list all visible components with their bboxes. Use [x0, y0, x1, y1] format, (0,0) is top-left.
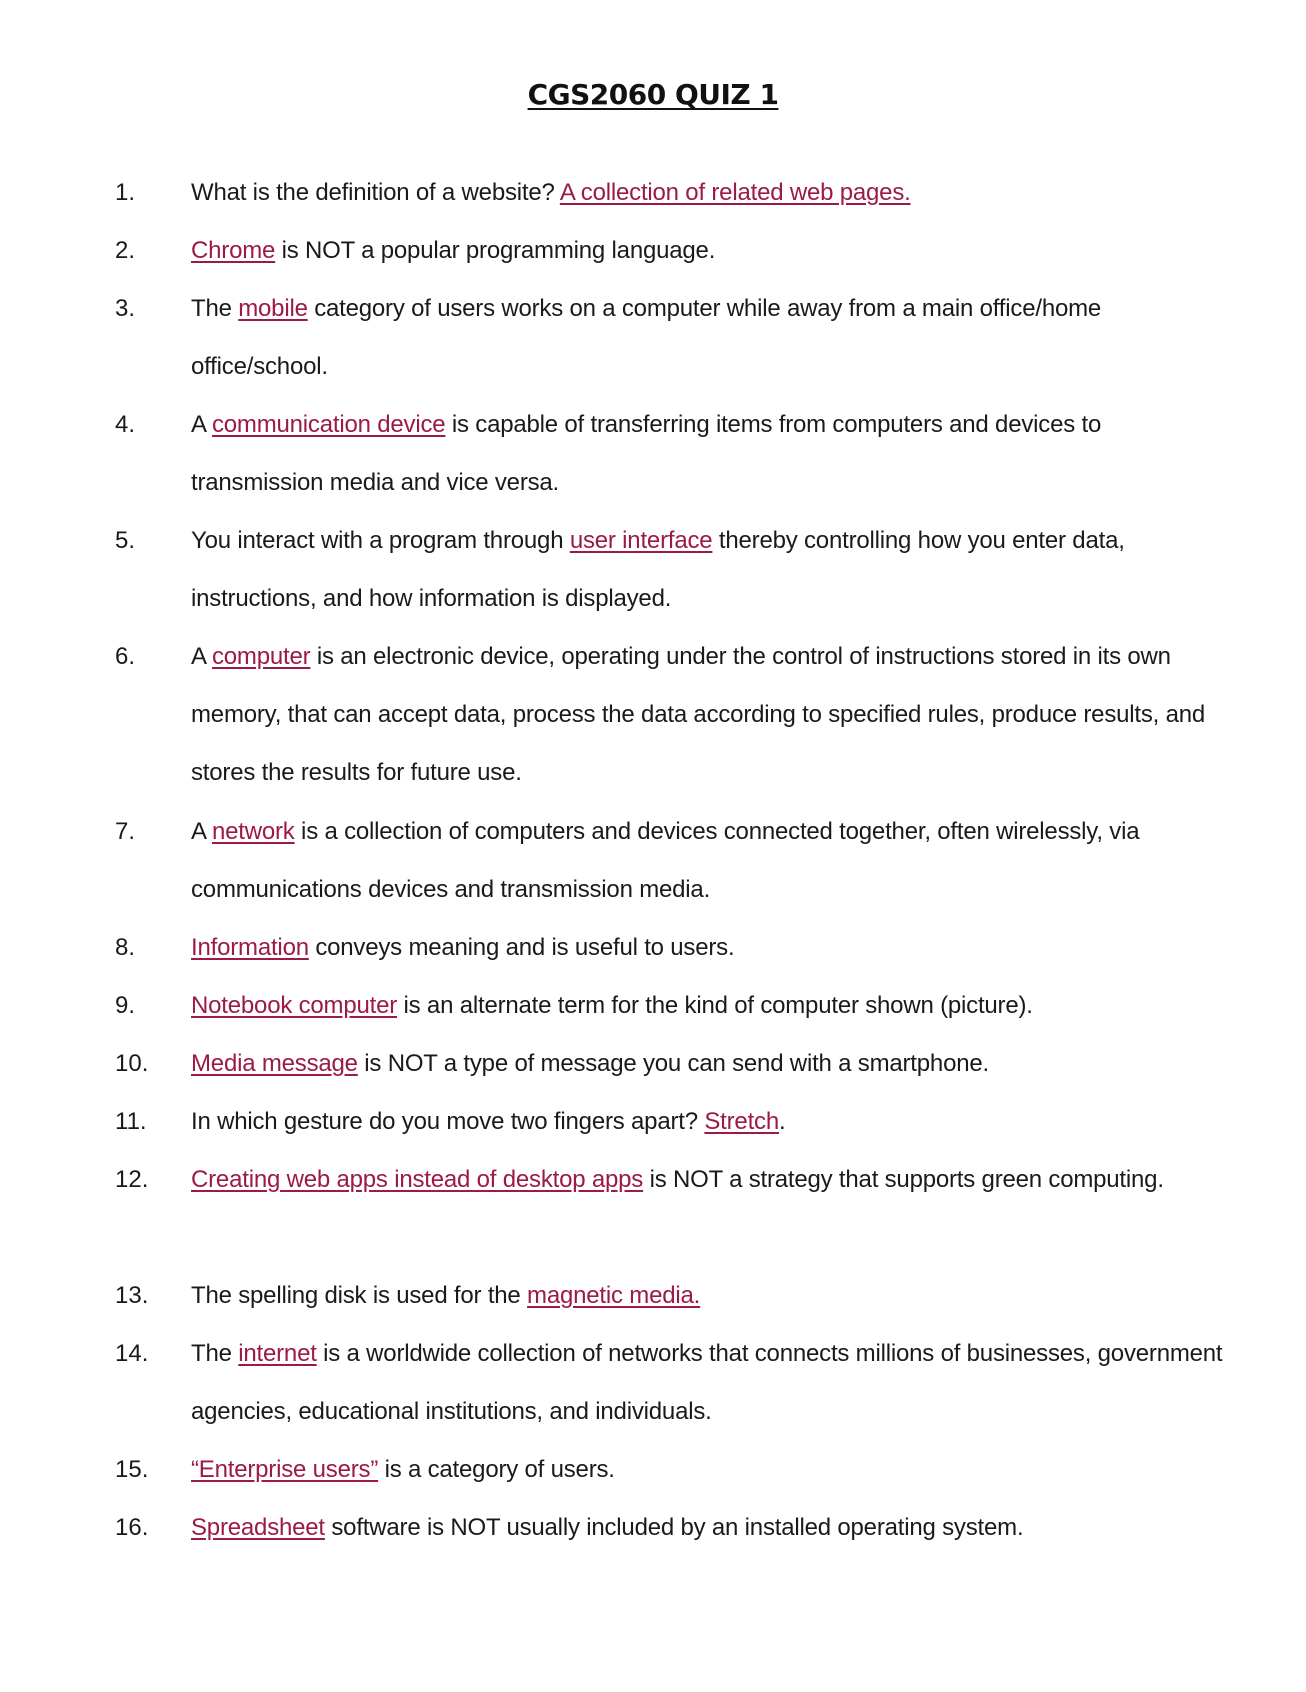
answer-text: magnetic media.: [527, 1282, 701, 1309]
question-text: [191, 512, 1236, 628]
question-text: [191, 803, 1236, 919]
question-suffix: is an electronic device, operating under the control of instructions stored in its own memory, that can accept data, process the data according to specified rules, produce results, and stores the results for future use.: [191, 643, 1206, 786]
question-suffix: conveys meaning and is useful to users.: [308, 934, 735, 961]
question-prefix: A: [191, 818, 212, 845]
question-text: [191, 1151, 1236, 1209]
question-suffix: is a category of users.: [378, 1456, 615, 1483]
question-suffix: category of users works on a computer while away from a main office/home office/school.: [191, 295, 1102, 380]
question-suffix: is an alternate term for the kind of computer shown (picture).: [397, 992, 1033, 1019]
question-suffix: software is NOT usually included by an installed operating system.: [324, 1514, 1024, 1541]
question-text: [191, 280, 1236, 396]
answer-text: Chrome: [191, 237, 276, 264]
question-prefix: You interact with a program through: [191, 527, 570, 554]
answer-text: internet: [238, 1340, 317, 1367]
answer-text: Notebook computer: [191, 992, 398, 1019]
question-suffix: .: [779, 1108, 786, 1135]
question-number: 6.: [115, 643, 136, 670]
question-number: 13.: [115, 1282, 149, 1309]
answer-text: Creating web apps instead of desktop apps: [191, 1166, 644, 1193]
question-number: 1.: [115, 179, 136, 206]
answer-text: Stretch: [704, 1108, 779, 1135]
question-suffix: is NOT a type of message you can send with a smartphone.: [357, 1050, 989, 1077]
question-prefix: The: [191, 295, 239, 322]
answer-text: “Enterprise users”: [191, 1456, 379, 1483]
question-number: 10.: [115, 1050, 149, 1077]
question-text: [191, 628, 1236, 802]
question-text: [191, 919, 1236, 977]
question-text: [191, 1441, 1236, 1499]
question-text: [191, 1325, 1236, 1441]
answer-text: communication device: [211, 411, 446, 438]
question-suffix: thereby controlling how you enter data, instructions, and how information is displayed.: [191, 527, 1125, 612]
question-suffix: is NOT a popular programming language.: [275, 237, 716, 264]
question-text: [191, 396, 1236, 512]
question-number: 15.: [115, 1456, 149, 1483]
answer-text: Media message: [191, 1050, 358, 1077]
question-prefix: What is the definition of a website?: [191, 179, 560, 206]
question-text: [191, 977, 1236, 1035]
document-title: CGS2060 QUIZ 1: [527, 78, 779, 111]
question-number: 3.: [115, 295, 136, 322]
question-number: 14.: [115, 1340, 149, 1367]
question-number: 11.: [115, 1108, 147, 1135]
answer-text: user interface: [569, 527, 713, 554]
answer-text: Spreadsheet: [191, 1514, 325, 1541]
question-text: [191, 222, 1236, 280]
question-prefix: A: [191, 643, 212, 670]
question-prefix: A: [191, 411, 212, 438]
question-text: [191, 164, 1236, 222]
question-number: 16.: [115, 1514, 149, 1541]
question-number: 2.: [115, 237, 136, 264]
question-suffix: is a worldwide collection of networks that connects millions of businesses, government agencies, educational institutions, and individuals.: [191, 1340, 1223, 1425]
answer-text: network: [211, 818, 295, 845]
question-number: 7.: [115, 818, 136, 845]
question-suffix: is NOT a strategy that supports green computing.: [643, 1166, 1164, 1193]
question-prefix: In which gesture do you move two fingers apart?: [191, 1108, 705, 1135]
question-text: [191, 1093, 1236, 1151]
question-text: [191, 1267, 1236, 1325]
question-text: [191, 1499, 1236, 1557]
question-number: 5.: [115, 527, 136, 554]
question-number: 8.: [115, 934, 136, 961]
question-prefix: The spelling disk is used for the: [191, 1282, 528, 1309]
answer-text: mobile: [238, 295, 308, 322]
question-number: 12.: [115, 1166, 149, 1193]
question-number: 9.: [115, 992, 136, 1019]
question-text: [191, 1035, 1236, 1093]
answer-text: Information: [191, 934, 309, 961]
answer-text: computer: [211, 643, 311, 670]
question-prefix: The: [191, 1340, 239, 1367]
question-suffix: is a collection of computers and devices connected together, often wirelessly, via communications devices and transmission media.: [191, 818, 1140, 903]
answer-text: A collection of related web pages.: [559, 179, 911, 206]
question-suffix: is capable of transferring items from computers and devices to transmission media and vice versa.: [191, 411, 1102, 496]
question-number: 4.: [115, 411, 136, 438]
